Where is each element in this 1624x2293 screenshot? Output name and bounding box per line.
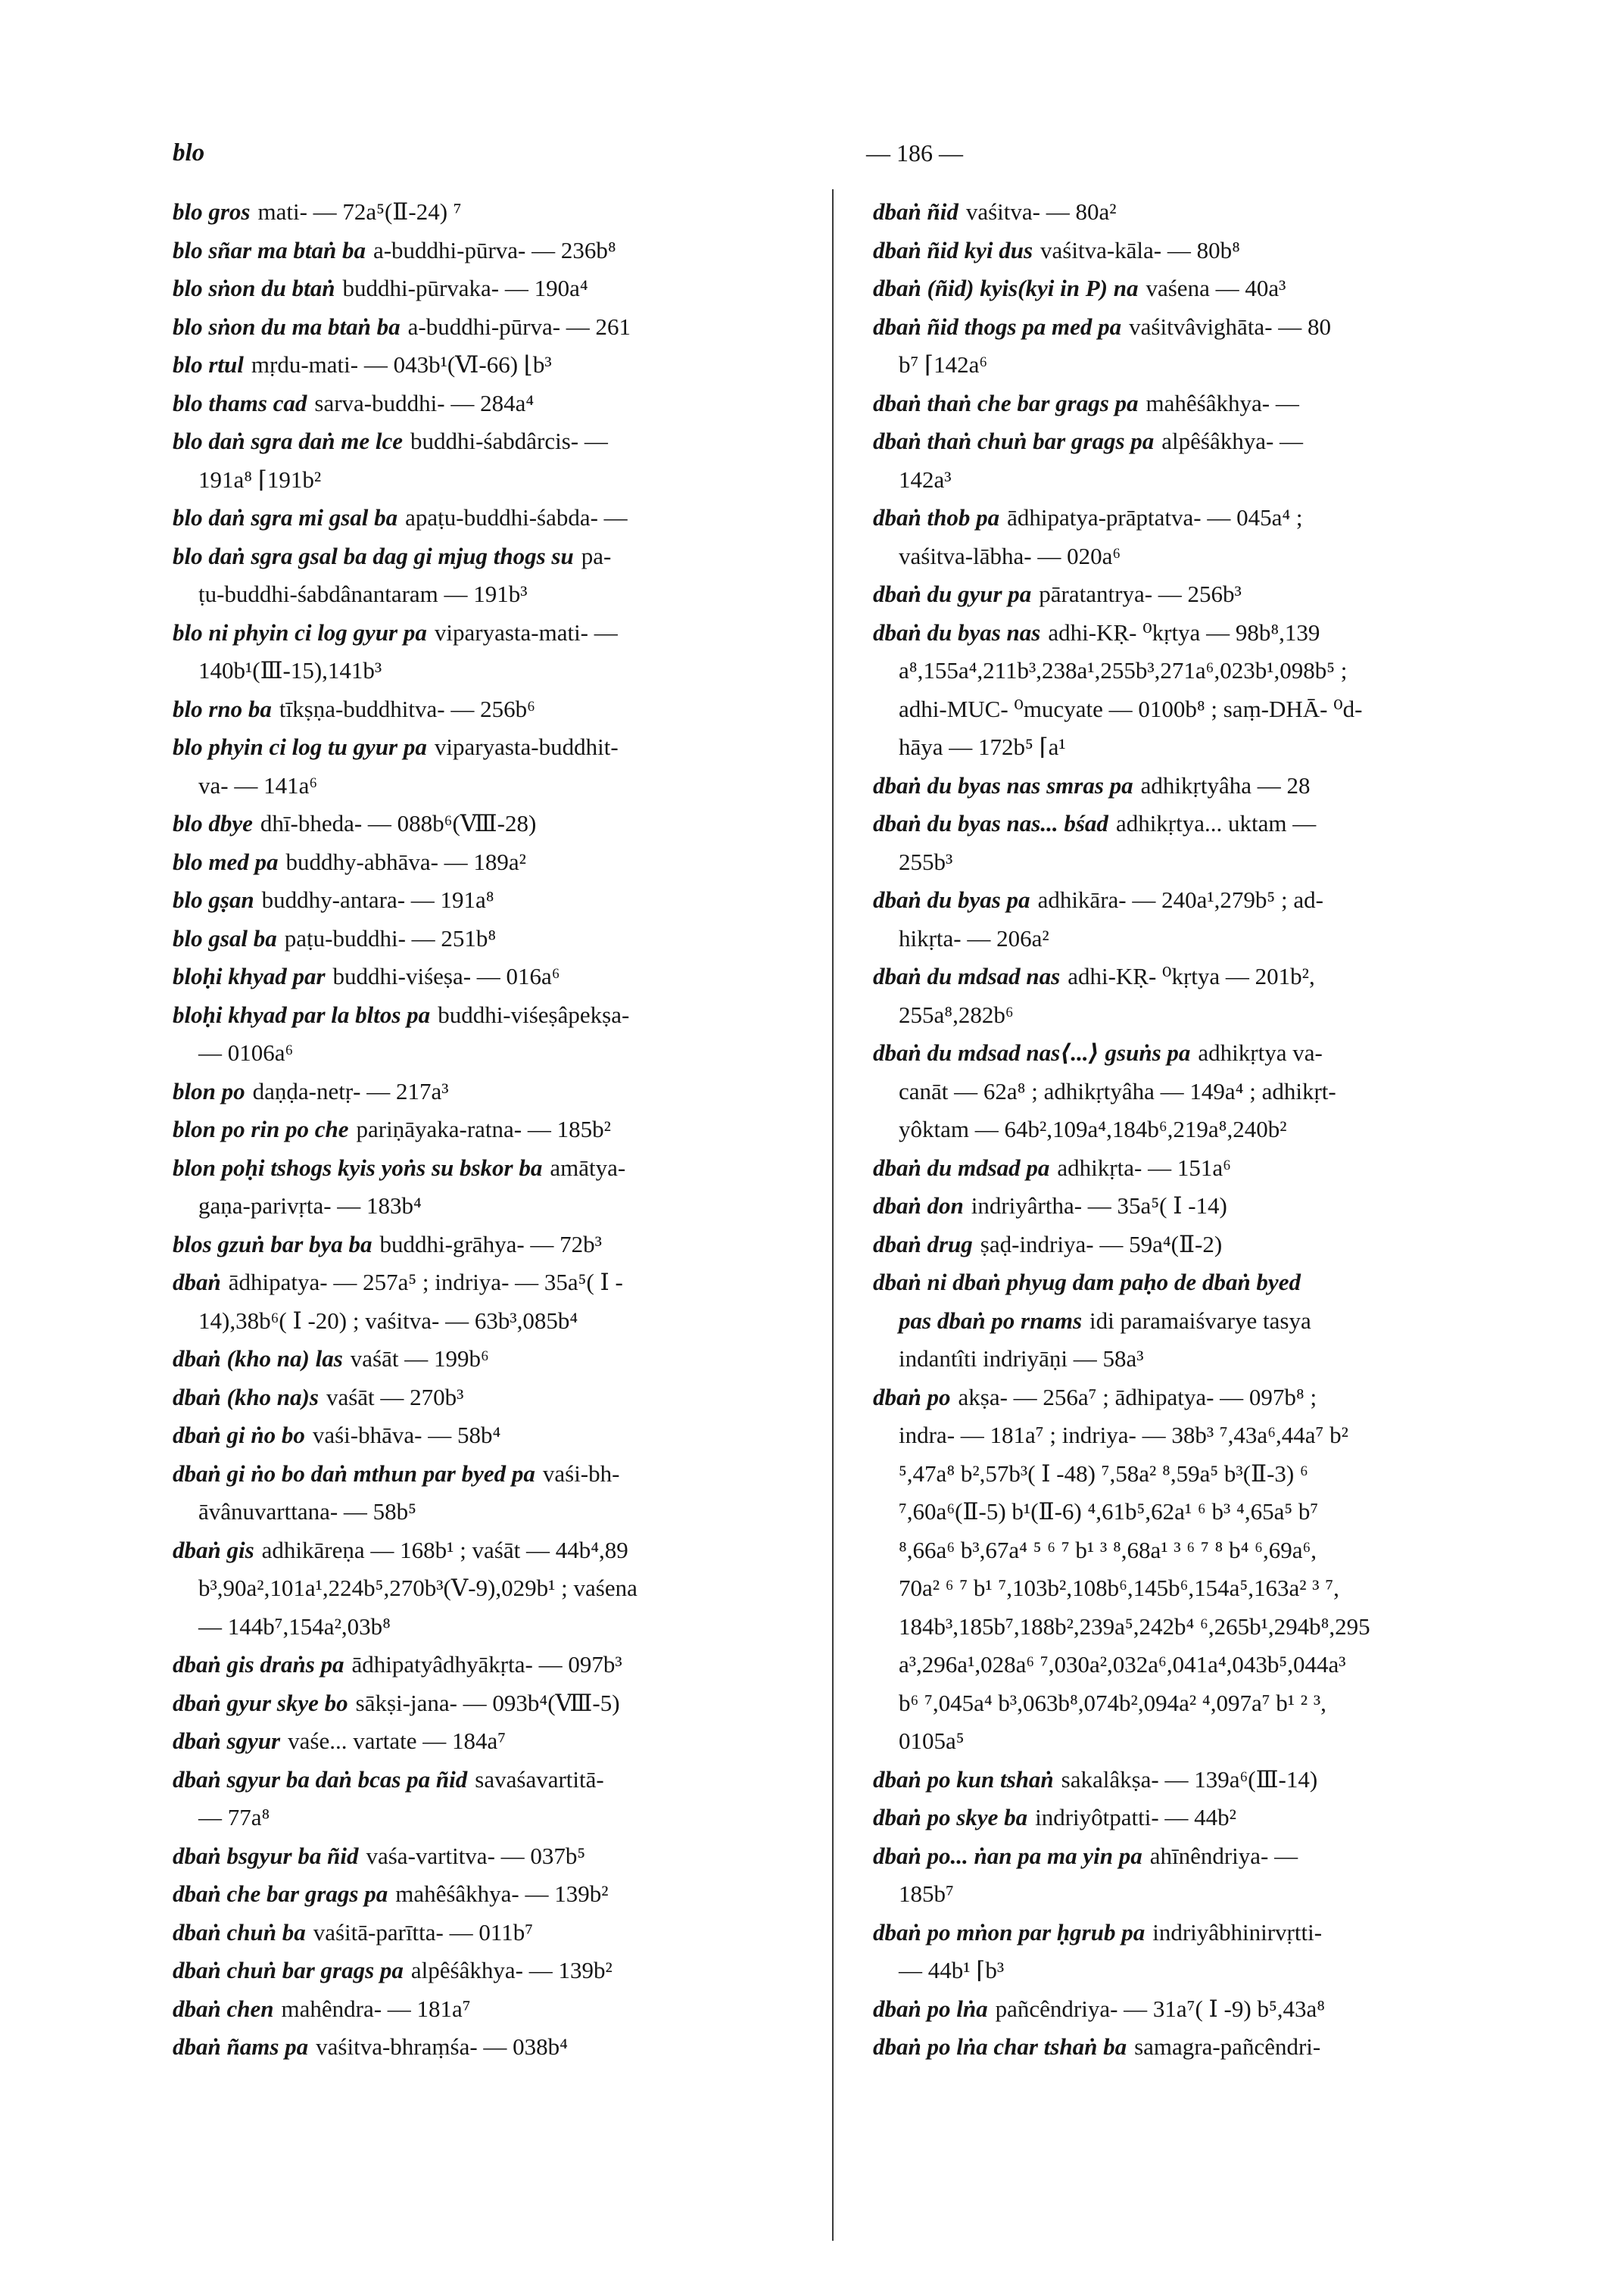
dictionary-entry xyxy=(173,1073,812,1111)
dictionary-entry xyxy=(173,1875,812,1914)
entry-continuation xyxy=(173,1799,812,1837)
sanskrit-equivalent: daṇḍa-netṛ- — 217a³ xyxy=(252,1077,449,1104)
dictionary-entry xyxy=(173,1111,812,1149)
tibetan-headword: blo dbye xyxy=(173,810,253,837)
dictionary-entry xyxy=(173,1226,812,1264)
sanskrit-equivalent: adhikṛta- — 151a⁶ xyxy=(1057,1154,1231,1181)
tibetan-headword: blo gṣan xyxy=(173,886,254,913)
dictionary-entry xyxy=(173,996,812,1035)
sanskrit-equivalent: vaśitva-kāla- — 80b⁸ xyxy=(1040,236,1240,263)
dictionary-entry xyxy=(873,575,1538,614)
dictionary-entry xyxy=(873,881,1538,920)
tibetan-headword: dbaṅ po mṅon par ḥgrub pa xyxy=(873,1918,1146,1946)
entry-continuation xyxy=(873,1455,1538,1494)
sanskrit-equivalent: 255b³ xyxy=(899,848,953,875)
sanskrit-equivalent: buddhi-viśeṣâpekṣa- xyxy=(438,1001,630,1028)
sanskrit-equivalent: sākṣi-jana- — 093b⁴(Ⅷ-5) xyxy=(355,1689,620,1716)
dictionary-entry xyxy=(173,1646,812,1684)
entry-continuation xyxy=(873,843,1538,882)
dictionary-entry xyxy=(173,1416,812,1455)
dictionary-entry xyxy=(873,1379,1538,1417)
dictionary-entry xyxy=(173,269,812,308)
dictionary-entry xyxy=(873,385,1538,423)
dictionary-entry xyxy=(873,2028,1538,2067)
tibetan-headword: blo phyin ci log tu gyur pa xyxy=(173,734,427,760)
entry-continuation xyxy=(173,1608,812,1647)
tibetan-headword: blo sṅon du ma btaṅ ba xyxy=(173,313,401,340)
sanskrit-equivalent: — 77a⁸ xyxy=(198,1804,270,1830)
tibetan-headword: dbaṅ po... ṅan pa ma yin pa xyxy=(873,1842,1142,1869)
sanskrit-equivalent: ⁸,66a⁶ b³,67a⁴ ⁵ ⁶ ⁷ b¹ ³ ⁸,68a¹ ³ ⁶ ⁷ ⁸ b⁴ ⁶,69a⁶, xyxy=(899,1536,1317,1563)
tibetan-headword: blo daṅ sgra mi gsal ba xyxy=(173,504,398,531)
dictionary-entry xyxy=(873,767,1538,805)
sanskrit-equivalent: pariṇāyaka-ratna- — 185b² xyxy=(356,1116,611,1142)
sanskrit-equivalent: 191a⁸ ⌈191b² xyxy=(198,466,322,493)
tibetan-headword: dbaṅ thaṅ che bar grags pa xyxy=(873,389,1139,416)
tibetan-headword: dbaṅ du byas nas... bśad xyxy=(873,810,1108,837)
sanskrit-equivalent: ādhipatyâdhyākṛta- — 097b³ xyxy=(351,1651,622,1678)
dictionary-entry xyxy=(873,232,1538,270)
sanskrit-equivalent: buddhi-pūrvaka- — 190a⁴ xyxy=(342,275,588,301)
dictionary-entry xyxy=(173,308,812,347)
dictionary-entry xyxy=(173,1531,812,1570)
tibetan-headword: blo daṅ sgra daṅ me lce xyxy=(173,428,403,454)
tibetan-headword: dbaṅ gi ṅo bo daṅ mthun par byed pa xyxy=(173,1460,535,1487)
tibetan-headword: bloḥi khyad par la bltos pa xyxy=(173,1001,431,1028)
dictionary-entry xyxy=(173,690,812,729)
sanskrit-equivalent: gaṇa-parivṛta- — 183b⁴ xyxy=(198,1192,422,1219)
sanskrit-equivalent: apaṭu-buddhi-śabda- — xyxy=(405,504,628,531)
tibetan-headword: blos gzuṅ bar bya ba xyxy=(173,1230,372,1257)
sanskrit-equivalent: sakalâkṣa- — 139a⁶(Ⅲ-14) xyxy=(1061,1765,1318,1793)
tibetan-headword: blo sñar ma btaṅ ba xyxy=(173,236,366,263)
sanskrit-equivalent: 0105a⁵ xyxy=(899,1728,965,1754)
tibetan-headword: dbaṅ sgyur ba daṅ bcas pa ñid xyxy=(173,1765,468,1793)
tibetan-headword: dbaṅ ni dbaṅ phyug dam paḥo de dbaṅ byed xyxy=(873,1269,1301,1295)
tibetan-headword: dbaṅ ñid thogs pa med pa xyxy=(873,313,1122,340)
sanskrit-equivalent: ṣaḍ-indriya- — 59a⁴(Ⅱ-2) xyxy=(980,1230,1223,1257)
tibetan-headword: blo gsal ba xyxy=(173,924,277,952)
sanskrit-equivalent: a⁸,155a⁴,211b³,238a¹,255b³,271a⁶,023b¹,098b⁵ ; xyxy=(899,657,1348,684)
sanskrit-equivalent: ahīnêndriya- — xyxy=(1149,1842,1298,1869)
dictionary-entry xyxy=(873,805,1538,843)
sanskrit-equivalent: pa- xyxy=(581,542,612,569)
tibetan-headword: dbaṅ chuṅ ba xyxy=(173,1918,306,1946)
tibetan-headword: blo rno ba xyxy=(173,695,272,722)
sanskrit-equivalent: indriyâbhinirvṛtti- xyxy=(1152,1918,1323,1946)
sanskrit-equivalent: vaśa-vartitva- — 037b⁵ xyxy=(366,1842,586,1869)
sanskrit-equivalent: vaśe... vartate — 184a⁷ xyxy=(288,1728,507,1754)
entry-continuation xyxy=(873,1493,1538,1531)
dictionary-entry xyxy=(173,499,812,537)
dictionary-entry xyxy=(873,958,1538,996)
entry-continuation xyxy=(173,652,812,690)
tibetan-headword: dbaṅ po kun tshaṅ xyxy=(873,1765,1054,1793)
tibetan-headword: blo gros xyxy=(173,198,251,225)
sanskrit-equivalent: 184b³,185b⁷,188b²,239a⁵,242b⁴ ⁶,265b¹,294b⁸,295 xyxy=(899,1612,1370,1640)
sanskrit-equivalent: indra- — 181a⁷ ; indriya- — 38b³ ⁷,43a⁶,44a⁷ b² xyxy=(899,1422,1348,1448)
tibetan-headword: dbaṅ gis draṅs pa xyxy=(173,1651,344,1678)
entry-continuation xyxy=(873,920,1538,958)
sanskrit-equivalent: mṛdu-mati- — 043b¹(Ⅵ-66) ⌊b³ xyxy=(251,351,552,378)
sanskrit-equivalent: vaśitva-lābha- — 020a⁶ xyxy=(899,542,1121,569)
sanskrit-equivalent: ādhipatya- — 257a⁵ ; indriya- — 35a⁵( Ⅰ - xyxy=(228,1269,623,1295)
tibetan-headword: dbaṅ don xyxy=(873,1192,964,1219)
sanskrit-equivalent: buddhi-śabdârcis- — xyxy=(410,428,608,454)
dictionary-entry xyxy=(173,805,812,843)
dictionary-entry xyxy=(873,308,1538,347)
entry-continuation xyxy=(873,461,1538,500)
sanskrit-equivalent: dhī-bheda- — 088b⁶(Ⅷ-28) xyxy=(260,810,537,837)
entry-continuation xyxy=(873,1111,1538,1149)
entry-continuation xyxy=(873,1073,1538,1111)
sanskrit-equivalent: — 0106a⁶ xyxy=(198,1039,294,1066)
tibetan-headword: blo sṅon du btaṅ xyxy=(173,275,335,301)
sanskrit-equivalent: mati- — 72a⁵(Ⅱ-24) ⁷ xyxy=(257,198,462,225)
tibetan-headword: dbaṅ bsgyur ba ñid xyxy=(173,1842,359,1869)
entry-continuation xyxy=(873,1416,1538,1455)
sanskrit-equivalent: alpêśâkhya- — xyxy=(1161,428,1304,454)
dictionary-entry xyxy=(173,728,812,767)
sanskrit-equivalent: yôktam — 64b²,109a⁴,184b⁶,219a⁸,240b² xyxy=(899,1116,1287,1142)
sanskrit-equivalent: viparyasta-mati- — xyxy=(434,618,618,646)
dictionary-entry xyxy=(873,1990,1538,2029)
dictionary-entry xyxy=(873,1149,1538,1188)
dictionary-entry xyxy=(873,1187,1538,1226)
sanskrit-equivalent: indriyôtpatti- — 44b² xyxy=(1035,1804,1236,1830)
sanskrit-equivalent: savaśavartitā- xyxy=(475,1765,604,1793)
entry-continuation xyxy=(873,1684,1538,1723)
dictionary-entry xyxy=(873,614,1538,653)
sanskrit-equivalent: 140b¹(Ⅲ-15),141b³ xyxy=(198,657,382,684)
sanskrit-equivalent: vaśi-bh- xyxy=(542,1460,620,1487)
sanskrit-equivalent: vaśāt — 270b³ xyxy=(326,1383,464,1410)
sanskrit-equivalent: vaśena — 40a³ xyxy=(1146,275,1286,301)
dictionary-entry xyxy=(173,1952,812,1990)
entry-continuation xyxy=(173,575,812,614)
entry-continuation xyxy=(873,1875,1538,1914)
dictionary-entry xyxy=(173,920,812,958)
tibetan-headword: dbaṅ po lṅa xyxy=(873,1995,988,2022)
sanskrit-equivalent: vaśitvâvighāta- — 80 xyxy=(1129,313,1332,340)
dictionary-entry xyxy=(173,537,812,576)
dictionary-entry xyxy=(173,1837,812,1876)
tibetan-headword: dbaṅ ñid kyi dus xyxy=(873,236,1033,263)
entry-continuation xyxy=(873,1531,1538,1570)
tibetan-headword: dbaṅ du mdsad pa xyxy=(873,1154,1050,1181)
sanskrit-equivalent: mahêśâkhya- — 139b² xyxy=(395,1880,609,1907)
sanskrit-equivalent: a³,296a¹,028a⁶ ⁷,030a²,032a⁶,041a⁴,043b⁵,044a³ xyxy=(899,1651,1346,1678)
dictionary-entry xyxy=(873,193,1538,232)
dictionary-entry xyxy=(173,1149,812,1188)
sanskrit-equivalent: ādhipatya-prāptatva- — 045a⁴ ; xyxy=(1007,504,1303,531)
sanskrit-equivalent: — 44b¹ ⌈b³ xyxy=(899,1957,1005,1983)
dictionary-entry xyxy=(873,422,1538,461)
sanskrit-equivalent: sarva-buddhi- — 284a⁴ xyxy=(314,389,535,416)
sanskrit-equivalent: āvânuvarttana- — 58b⁵ xyxy=(198,1498,416,1525)
sanskrit-equivalent: 185b⁷ xyxy=(899,1880,954,1907)
tibetan-headword: pas dbaṅ po rnams xyxy=(899,1307,1083,1334)
sanskrit-equivalent: vaśitva-bhraṃśa- — 038b⁴ xyxy=(316,2033,568,2060)
entry-continuation xyxy=(173,1187,812,1226)
tibetan-headword: dbaṅ ñid xyxy=(873,198,959,225)
sanskrit-equivalent: pañcêndriya- — 31a⁷( Ⅰ -9) b⁵,43a⁸ xyxy=(995,1995,1326,2022)
tibetan-headword: dbaṅ po xyxy=(873,1383,951,1410)
sanskrit-equivalent: 14),38b⁶( Ⅰ -20) ; vaśitva- — 63b³,085b⁴ xyxy=(198,1307,578,1334)
sanskrit-equivalent: 142a³ xyxy=(899,466,952,493)
sanskrit-equivalent: indriyârtha- — 35a⁵( Ⅰ -14) xyxy=(971,1192,1227,1219)
dictionary-entry xyxy=(873,1914,1538,1952)
tibetan-headword: bloḥi khyad par xyxy=(173,963,326,989)
sanskrit-equivalent: hikṛta- — 206a² xyxy=(899,924,1049,952)
tibetan-headword: dbaṅ gi ṅo bo xyxy=(173,1422,305,1448)
sanskrit-equivalent: alpêśâkhya- — 139b² xyxy=(410,1957,613,1983)
tibetan-headword: blo rtul xyxy=(173,351,244,378)
tibetan-headword: dbaṅ (kho na) las xyxy=(173,1345,343,1372)
dictionary-entry xyxy=(173,1340,812,1379)
tibetan-headword: dbaṅ du byas nas xyxy=(873,618,1041,646)
sanskrit-equivalent: buddhi-grāhya- — 72b³ xyxy=(379,1230,602,1257)
tibetan-headword: dbaṅ du byas nas smras pa xyxy=(873,771,1133,799)
entry-continuation xyxy=(173,1034,812,1073)
tibetan-headword: dbaṅ thob pa xyxy=(873,504,1000,531)
left-column xyxy=(173,193,812,2067)
tibetan-headword: blo ni phyin ci log gyur pa xyxy=(173,618,427,646)
sanskrit-equivalent: vaśitā-parītta- — 011b⁷ xyxy=(313,1918,534,1946)
dictionary-entry xyxy=(873,1263,1538,1302)
sanskrit-equivalent: adhi-KṚ- ⁰kṛtya — 201b², xyxy=(1068,963,1315,989)
tibetan-headword: dbaṅ po lṅa char tshaṅ ba xyxy=(873,2033,1127,2060)
entry-continuation xyxy=(873,652,1538,690)
tibetan-headword: dbaṅ (kho na)s xyxy=(173,1383,319,1410)
tibetan-headword: dbaṅ po skye ba xyxy=(873,1804,1028,1830)
sanskrit-equivalent: a-buddhi-pūrva- — 236b⁸ xyxy=(372,236,616,263)
sanskrit-equivalent: viparyasta-buddhit- xyxy=(434,734,619,760)
dictionary-entry xyxy=(173,1379,812,1417)
dictionary-entry xyxy=(173,1914,812,1952)
sanskrit-equivalent: adhikṛtya va- xyxy=(1198,1039,1323,1066)
tibetan-headword: dbaṅ du mdsad nas xyxy=(873,963,1061,989)
dictionary-entry xyxy=(873,1799,1538,1837)
tibetan-headword: dbaṅ du gyur pa xyxy=(873,581,1032,607)
tibetan-headword: blo med pa xyxy=(173,848,279,875)
sanskrit-equivalent: hāya — 172b⁵ ⌈a¹ xyxy=(899,734,1066,760)
entry-continuation xyxy=(873,346,1538,385)
sanskrit-equivalent: mahêśâkhya- — xyxy=(1146,389,1299,416)
tibetan-headword: dbaṅ xyxy=(173,1269,221,1295)
dictionary-entry xyxy=(173,881,812,920)
sanskrit-equivalent: idi paramaiśvarye tasya xyxy=(1089,1307,1311,1334)
sanskrit-equivalent: akṣa- — 256a⁷ ; ādhipatya- — 097b⁸ ; xyxy=(958,1383,1317,1410)
sanskrit-equivalent: vaśāt — 199b⁶ xyxy=(350,1345,489,1372)
tibetan-headword: dbaṅ gyur skye bo xyxy=(173,1689,348,1716)
entry-continuation xyxy=(873,728,1538,767)
entry-continuation xyxy=(173,1569,812,1608)
tibetan-headword: dbaṅ gis xyxy=(173,1536,254,1563)
entry-continuation xyxy=(873,1340,1538,1379)
entry-continuation xyxy=(873,1569,1538,1608)
sanskrit-equivalent: adhikṛtya... uktam — xyxy=(1115,810,1317,837)
page-header xyxy=(173,136,1528,182)
tibetan-headword: dbaṅ ñams pa xyxy=(173,2033,309,2060)
sanskrit-equivalent: canāt — 62a⁸ ; adhikṛtyâha — 149a⁴ ; adhikṛt- xyxy=(899,1077,1336,1104)
tibetan-headword: dbaṅ du mdsad nas⟨...⟩ gsuṅs pa xyxy=(873,1039,1191,1066)
sanskrit-equivalent: buddhy-abhāva- — 189a² xyxy=(285,848,526,875)
column-divider xyxy=(832,189,834,2241)
dictionary-entry xyxy=(873,1837,1538,1876)
dictionary-entry xyxy=(873,499,1538,537)
tibetan-headword: blon poḥi tshogs kyis yoṅs su bskor ba xyxy=(173,1154,543,1181)
dictionary-entry xyxy=(173,346,812,385)
dictionary-entry xyxy=(873,1302,1538,1341)
entry-continuation xyxy=(173,1493,812,1531)
dictionary-entry xyxy=(173,232,812,270)
sanskrit-equivalent: vaśitva- — 80a² xyxy=(965,198,1117,225)
dictionary-entry xyxy=(173,1455,812,1494)
running-head: blo xyxy=(173,139,205,167)
sanskrit-equivalent: amātya- xyxy=(550,1154,626,1181)
tibetan-headword: dbaṅ drug xyxy=(873,1230,973,1257)
sanskrit-equivalent: ⁵,47a⁸ b²,57b³( Ⅰ -48) ⁷,58a² ⁸,59a⁵ b³(Ⅱ-3) ⁶ xyxy=(899,1460,1308,1487)
sanskrit-equivalent: adhikāreṇa — 168b¹ ; vaśāt — 44b⁴,89 xyxy=(261,1536,628,1563)
sanskrit-equivalent: adhi-MUC- ⁰mucyate — 0100b⁸ ; saṃ-DHĀ- ⁰d- xyxy=(899,695,1363,722)
page-number: — 186 — xyxy=(866,139,963,167)
entry-continuation xyxy=(873,537,1538,576)
dictionary-entry xyxy=(173,1990,812,2029)
dictionary-entry xyxy=(873,1226,1538,1264)
dictionary-entry xyxy=(173,843,812,882)
dictionary-entry xyxy=(173,1722,812,1761)
dictionary-entry xyxy=(173,958,812,996)
entry-continuation xyxy=(873,1646,1538,1684)
sanskrit-equivalent: adhikāra- — 240a¹,279b⁵ ; ad- xyxy=(1037,886,1323,913)
sanskrit-equivalent: b³,90a²,101a¹,224b⁵,270b³(Ⅴ-9),029b¹ ; vaśena xyxy=(198,1575,637,1601)
tibetan-headword: blo thams cad xyxy=(173,389,307,416)
sanskrit-equivalent: mahêndra- — 181a⁷ xyxy=(281,1995,471,2022)
right-column xyxy=(873,193,1538,2067)
dictionary-entry xyxy=(873,1034,1538,1073)
sanskrit-equivalent: b⁷ ⌈142a⁶ xyxy=(899,351,988,378)
entry-continuation xyxy=(873,690,1538,729)
tibetan-headword: dbaṅ thaṅ chuṅ bar grags pa xyxy=(873,428,1155,454)
sanskrit-equivalent: — 144b⁷,154a²,03b⁸ xyxy=(198,1612,391,1640)
tibetan-headword: dbaṅ chuṅ bar grags pa xyxy=(173,1957,404,1983)
tibetan-headword: dbaṅ che bar grags pa xyxy=(173,1880,388,1907)
sanskrit-equivalent: va- — 141a⁶ xyxy=(198,771,318,799)
sanskrit-equivalent: ṭu-buddhi-śabdânantaram — 191b³ xyxy=(198,581,528,607)
sanskrit-equivalent: samagra-pañcêndri- xyxy=(1134,2033,1321,2060)
sanskrit-equivalent: buddhy-antara- — 191a⁸ xyxy=(261,886,494,913)
dictionary-entry xyxy=(173,1761,812,1799)
sanskrit-equivalent: vaśi-bhāva- — 58b⁴ xyxy=(312,1422,501,1448)
dictionary-entry xyxy=(173,1684,812,1723)
sanskrit-equivalent: pāratantrya- — 256b³ xyxy=(1039,581,1242,607)
sanskrit-equivalent: tīkṣṇa-buddhitva- — 256b⁶ xyxy=(279,695,535,722)
sanskrit-equivalent: buddhi-viśeṣa- — 016a⁶ xyxy=(332,963,560,989)
tibetan-headword: blo daṅ sgra gsal ba dag gi mjug thogs su xyxy=(173,542,574,569)
entry-continuation xyxy=(173,461,812,500)
tibetan-headword: dbaṅ (ñid) kyis(kyi in P) na xyxy=(873,275,1139,301)
dictionary-entry xyxy=(173,422,812,461)
tibetan-headword: blon po rin po che xyxy=(173,1116,349,1142)
dictionary-entry xyxy=(173,193,812,232)
entry-continuation xyxy=(873,996,1538,1035)
dictionary-entry xyxy=(173,1263,812,1302)
tibetan-headword: blon po xyxy=(173,1077,245,1104)
dictionary-entry xyxy=(173,2028,812,2067)
sanskrit-equivalent: b⁶ ⁷,045a⁴ b³,063b⁸,074b²,094a² ⁴,097a⁷ b¹ ² ³, xyxy=(899,1689,1326,1716)
dictionary-entry xyxy=(173,614,812,653)
sanskrit-equivalent: paṭu-buddhi- — 251b⁸ xyxy=(284,924,497,952)
dictionary-entry xyxy=(873,269,1538,308)
entry-continuation xyxy=(873,1952,1538,1990)
sanskrit-equivalent: adhi-KṚ- ⁰kṛtya — 98b⁸,139 xyxy=(1048,618,1320,646)
entry-continuation xyxy=(173,767,812,805)
sanskrit-equivalent: ⁷,60a⁶(Ⅱ-5) b¹(Ⅱ-6) ⁴,61b⁵,62a¹ ⁶ b³ ⁴,65a⁵ b⁷ xyxy=(899,1498,1319,1525)
sanskrit-equivalent: 255a⁸,282b⁶ xyxy=(899,1001,1014,1028)
dictionary-entry xyxy=(873,1761,1538,1799)
entry-continuation xyxy=(173,1302,812,1341)
tibetan-headword: dbaṅ chen xyxy=(173,1995,274,2022)
sanskrit-equivalent: a-buddhi-pūrva- — 261 xyxy=(407,313,631,340)
dictionary-entry xyxy=(173,385,812,423)
tibetan-headword: dbaṅ sgyur xyxy=(173,1728,281,1754)
entry-continuation xyxy=(873,1722,1538,1761)
entry-continuation xyxy=(873,1608,1538,1647)
tibetan-headword: dbaṅ du byas pa xyxy=(873,886,1030,913)
sanskrit-equivalent: 70a² ⁶ ⁷ b¹ ⁷,103b²,108b⁶,145b⁶,154a⁵,163a² ³ ⁷, xyxy=(899,1575,1339,1601)
sanskrit-equivalent: indantîti indriyāṇi — 58a³ xyxy=(899,1345,1144,1372)
sanskrit-equivalent: adhikṛtyâha — 28 xyxy=(1140,771,1311,799)
